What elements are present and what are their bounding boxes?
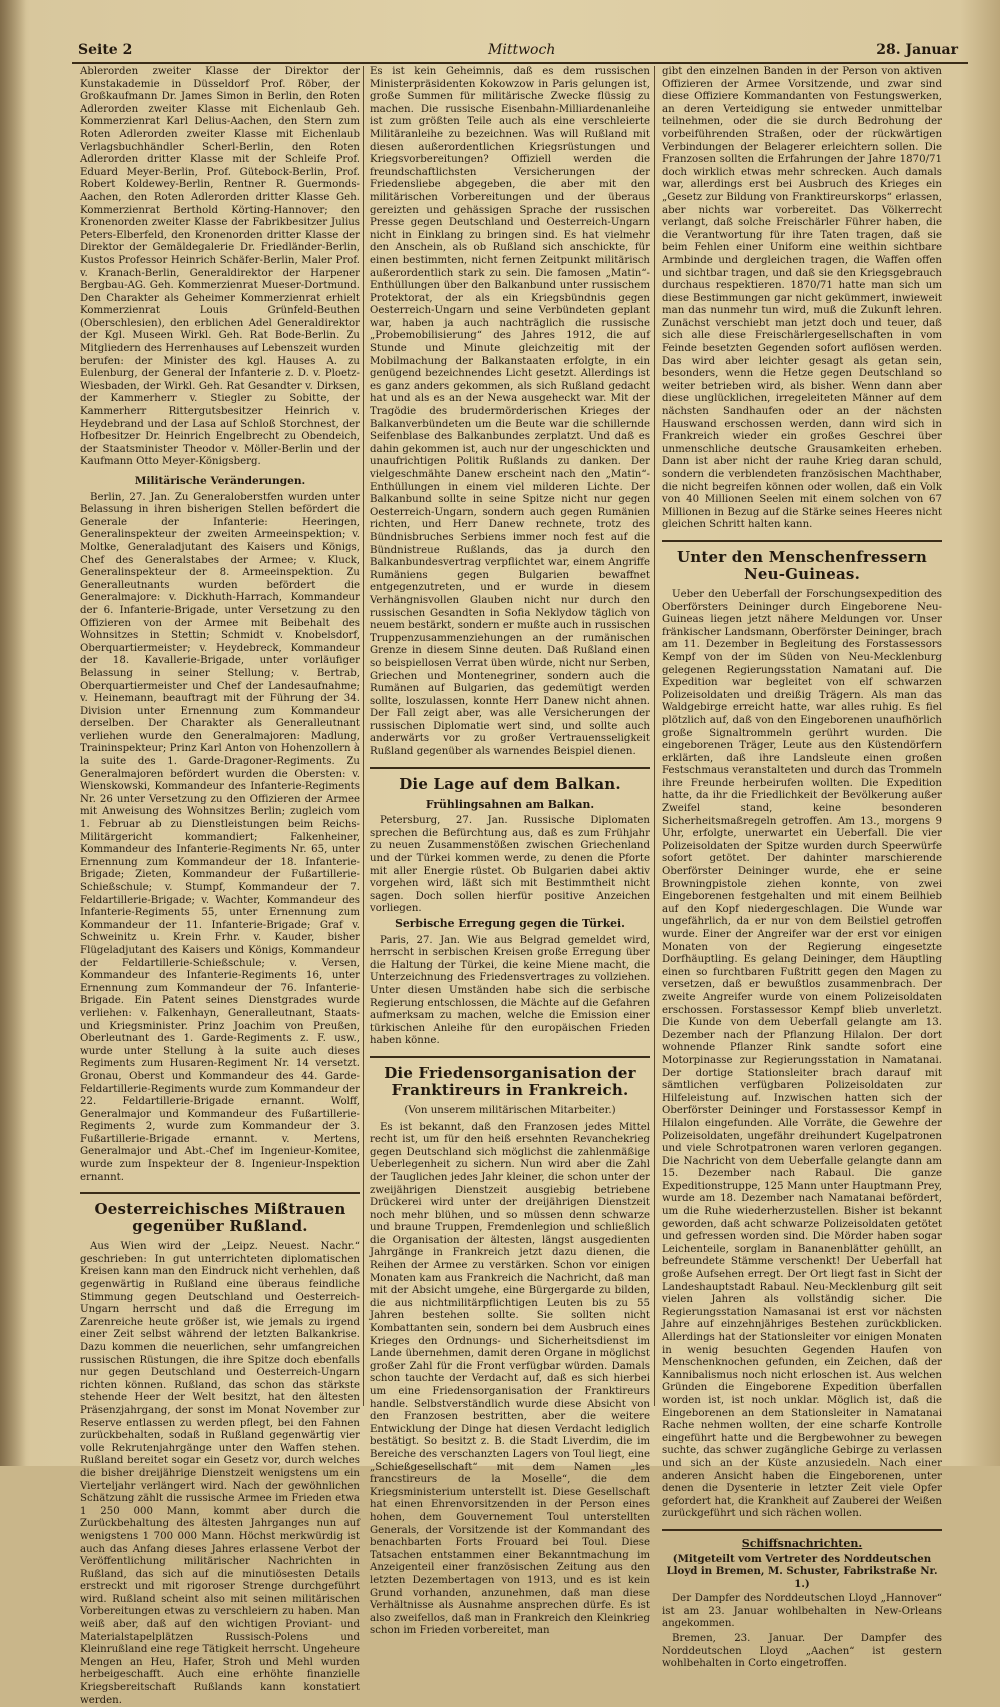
page-fold-shadow: [0, 0, 26, 1466]
ship-news-item-2: Bremen, 23. Januar. Der Dampfer des Norddeutschen Lloyd „Aachen“ ist gestern wohlbehalten in Corto eingetroffen.: [662, 1633, 942, 1670]
guinea-article-headline: Unter den Menschenfressern Neu-Guineas.: [662, 540, 942, 583]
header-date: 28. Januar: [876, 42, 958, 58]
balkan-text: Petersburg, 27. Jan. Russische Diplomaten sprechen die Befürchtung aus, daß es zum Frühjahr zu neuen Zusammenstößen zwischen Griechenland und der Türkei kommen werde, zu denen die Pforte mit aller Energie rüstet. Ob Bulgarien dabei aktiv vorgehen wird, läßt sich mit Bestimmtheit nicht sagen. Doch sollen hierfür positive Anzeichen vorliegen.: [370, 815, 650, 915]
column-divider-2: [654, 66, 655, 1406]
honors-paragraph: Ablerorden zweiter Klasse der Direktor der Kunstakademie in Düsseldorf Prof. Röber, der Großkaufmann Dr. James Simon in Berlin, den Roten Adlerorden zweiter Klasse mit Eichenlaub Geh. Kommerzienrat Karl Delius-Aachen, den Stern zum Roten Adlerorden zweiter Klasse mit Eichenlaub Verlagsbuchhändler Scherl-Berlin, den Roten Adlerorden dritter Klasse mit der Schleife Prof. Eduard Meyer-Berlin, Prof. Gütebock-Berlin, Prof. Robert Koldewey-Berlin, Rentner R. Guermonds-Aachen, den Roten Adlerorden dritter Klasse Geh. Kommerzienrat Berthold Körting-Hannover; den Kronenorden zweiter Klasse der Fabrikbesitzer Julius Peters-Elberfeld, den Kronenorden dritter Klasse der Direktor der Gemäldegalerie Dr. Friedländer-Berlin, Kustos Professor Heinrich Schäfer-Berlin, Maler Prof. v. Kranach-Berlin, Generaldirektor der Harpener Bergbau-AG. Geh. Kommerzienrat Mueser-Dortmund. Den Charakter als Geheimer Kommerzienrat erhielt Kommerzienrat Louis Grünfeld-Beuthen (Oberschlesien), den erblichen Adel Generaldirektor der Kgl. Museen Wirkl. Geh. Rat Bode-Berlin. Zu Mitgliedern des Herrenhauses auf Lebenszeit wurden berufen: der Minister des kgl. Hauses A. zu Eulenburg, der General der Infanterie z. D. v. Ploetz-Wiesbaden, der Wirkl. Geh. Rat Gesandter v. Dirksen, der Kammerherr v. Stiegler zu Sobitte, der Kammerherr Rittergutsbesitzer Heinrich v. Heydebrand und der Lasa auf Schloß Storchnest, der Hofbesitzer Dr. Heinrich Engelbrecht zu Obendeich, der Staatsminister Theodor v. Möller-Berlin und der Kaufmann Otto Meyer-Königsberg.: [80, 66, 360, 468]
franctireurs-byline: (Von unserem militärischen Mitarbeiter.): [404, 1104, 616, 1116]
franctireurs-headline: Die Friedensorganisation der Franktireurs in Frankreich.: [370, 1056, 650, 1099]
serbia-subheading: Serbische Erregung gegen die Türkei.: [395, 917, 625, 930]
header-day: Mittwoch: [488, 42, 556, 58]
austria-article-text: Aus Wien wird der „Leipz. Neuest. Nachr.“ geschrieben: In gut unterrichteten diplomatischen Kreisen kann man den Eindruck nicht verhehlen, daß gegenwärtig in Rußland eine überaus feindliche Stimmung gegen Deutschland und Oesterreich-Ungarn herrscht und daß die Erregung im Zarenreiche heute größer ist, wie jemals zu irgend einer Zeit selbst während der letzten Balkankrise. Dazu kommen die neuerlichen, sehr umfangreichen russischen Rüstungen, die ihre Spitze doch ebenfalls nur gegen Deutschland und Oesterreich-Ungarn richten können. Rußland, das schon das stärkste stehende Heer der Welt besitzt, hat den ältesten Präsenzjahrgang, der sonst im Monat November zur Reserve entlassen zu werden pflegt, bei den Fahnen zurückbehalten, sodaß in Rußland gegenwärtig vier volle Rekrutenjahrgänge unter den Waffen stehen. Rußland bereitet sogar ein Gesetz vor, durch welches die bisher dreijährige Dienstzeit wenigstens um ein Vierteljahr verlängert wird. Nach der gewöhnlichen Schätzung zählt die russische Armee im Frieden etwa 1 250 000 Mann, kommt aber durch die Zurückbehaltung des ältesten Jahrganges nun auf wenigstens 1 700 000 Mann. Höchst merkwürdig ist auch das Anfang dieses Jahres erlassene Verbot der Veröffentlichung militärischer Nachrichten in Rußland, das sich auf die minutiösesten Details erstreckt und mit rigoroser Strenge durchgeführt wird. Rußland scheint also mit seinen militärischen Vorbereitungen etwas zu verschleiern zu haben. Man weiß aber, daß auf den wichtigen Proviant- und Materialstapelplätzen Russisch-Polens und Kleinrußland eine rege Tätigkeit herrscht. Ungeheure Mengen an Heu, Hafer, Stroh und Mehl wurden herbeigeschafft. Auch eine erhöhte finanzielle Kriegsbereitschaft Rußlands kann konstatiert werden.: [80, 1241, 360, 1706]
ship-news-heading: Schiffsnachrichten.: [662, 1529, 942, 1551]
column-1: [80, 66, 360, 1706]
column-2: [370, 66, 650, 1637]
balkan-article-headline: Die Lage auf dem Balkan.: [370, 767, 650, 793]
ship-news-item-1: Der Dampfer des Norddeutschen Lloyd „Hannover“ ist am 23. Januar wohlbehalten in New-Orleans angekommen.: [662, 1593, 942, 1630]
page-header: [68, 40, 968, 62]
page-number: Seite 2: [78, 42, 133, 58]
military-changes-heading: Militärische Veränderungen.: [134, 475, 306, 487]
column-3: [662, 66, 942, 1670]
balkan-subheading: Frühlingsahnen am Balkan.: [425, 797, 595, 811]
austria-article-headline: Oesterreichisches Mißtrauen gegenüber Rußland.: [80, 1192, 360, 1235]
guinea-article-text: Ueber den Ueberfall der Forschungsexpedition des Oberförsters Deininger durch Eingeborene Neu-Guineas liegen jetzt nähere Meldungen vor. Unser fränkischer Landsmann, Oberförster Deininger, brach am 11. Dezember in Begleitung des Forstassessors Kempf von der im Süden von Neu-Mecklenburg gelegenen Regierungsstation Namatani auf. Die Expedition war begleitet von elf schwarzen Polizeisoldaten und dreißig Trägern. Als man das Waldgebirge erreicht hatte, war alles ruhig. Es fiel plötzlich auf, daß von den Eingeborenen unaufhörlich große Signaltrommeln gerührt wurden. Die eingeborenen Träger, Leute aus den Küstendörfern erklärten, daß ihre Landsleute einen großen Festschmaus veranstalteten und durch das Trommeln ihre Freunde herbeirufen wollten. Die Expedition hatte, da ihr die Friedlichkeit der Bevölkerung außer Zweifel stand, keine besonderen Sicherheitsmaßregeln getroffen. Am 13., morgens 9 Uhr, erfolgte, unerwartet ein Ueberfall. Die vier Polizeisoldaten der Spitze wurden durch Speerwürfe sofort getötet. Der dahinter marschierende Oberförster Deininger wurde, ehe er seine Browningpistole ziehen konnte, von zwei Eingeborenen festgehalten und mit einem Beilhieb auf den Kopf niedergeschlagen. Die Wunde war ungefährlich, da er nur von dem Beilstiel getroffen wurde. Einer der Angreifer war der erst vor einigen Monaten von der Regierung eingesetzte Dorfhäuptling. Es gelang Deininger, dem Häuptling einen so furchtbaren Fußtritt gegen den Magen zu versetzen, daß er bewußtlos zusammenbrach. Der zweite Angreifer wurde von einem Polizeisoldaten erschossen. Forstassessor Kempf blieb unverletzt. Die Kunde von dem Ueberfall gelangte am 13. Dezember nach der Pflanzung Hilalon. Der dort wohnende Pflanzer Rink sandte sofort eine Motorpinasse zur Regierungsstation in Namatanai. Der dortige Stationsleiter brach darauf mit sämtlichen verfügbaren Polizeisoldaten zur Hilfeleistung auf. Inzwischen hatten sich der Oberförster Deininger und Forstassessor Kempf in Hilalon eingefunden. Alle Vorräte, die Gewehre der Polizeisoldaten, ungefähr dreihundert Kugelpatronen und viele Schrotpatronen waren verloren gegangen. Die Nachricht von dem Ueberfalle gelangte dann am 15. Dezember nach Rabaul. Die ganze Expeditionstruppe, 125 Mann unter Hauptmann Prey, wurde am 18. Dezember nach Namatanai befördert, um die Ruhe wiederherzustellen. Bisher ist bekannt geworden, daß acht schwarze Polizeisoldaten getötet und gefressen worden sind. Die Mörder haben sogar Leichenteile, sorglam in Bananenblätter gehüllt, an befreundete Stämme verschenkt! Der Ueberfall hat große Aufsehen erregt. Der Ort liegt fast in Sicht der Landeshauptstadt Rabaul. Neu-Mecklenburg gilt seit vielen Jahren als vollständig sicher. Die Regierungsstation Namasanai ist erst vor nächsten Jahre auf einzehnjähriges Bestehen zurückblicken. Allerdings hat der Stationsleiter vor einigen Monaten in wenig besuchten Gegenden Haufen von Menschenknochen gefunden, ein Zeichen, daß der Kannibalismus noch nicht erloschen ist. Aus welchen Gründen die Eingeborene Expedition überfallen worden ist, ist noch unklar. Möglich ist, daß die Eingeborenen an dem Stationsleiter in Namatanai Rache nehmen wollten, der eine scharfe Kontrolle eingeführt hatte und die Bergbewohner zu bewegen suchte, das schwer zugängliche Gebirge zu verlassen und sich an der Küste anzusiedeln. Nach einer anderen Ansicht haben die Eingeborenen, unter denen die Dysenterie in letzter Zeit viele Opfer gefordert hat, die Krankheit auf Zauberei der Weißen zurückgeführt und sich rächen wollen.: [662, 588, 942, 1520]
header-rule: [72, 62, 968, 64]
franctireurs-text: Es ist bekannt, daß den Franzosen jedes Mittel recht ist, um für den heiß ersehnten Revanchekrieg gegen Deutschland sich möglichst die zahlenmäßige Ueberlegenheit zu sichern. Nun wird aber die Zahl der Tauglichen jedes Jahr kleiner, die schon unter der zweijährigen Dienstzeit ausgiebig betriebene Drückerei wird unter der dreijährigen Dienstzeit noch mehr blühen, und so müssen denn schwarze und braune Truppen, Fremdenlegion und schließlich die Organisation der ältesten, längst ausgedienten Jahrgänge in Frankreich jetzt dazu dienen, die Reihen der Armee zu verstärken. Schon vor einigen Monaten kam aus Frankreich die Nachricht, daß man mit der Absicht umgehe, eine Bürgergarde zu bilden, die aus nichtmilitärpflichtigen Leuten bis zu 55 Jahren bestehen sollte. Sie sollten nicht Kombattanten sein, sondern bei dem Ausbruch eines Krieges den Ordnungs- und Sicherheitsdienst im Lande übernehmen, damit deren Organe in möglichst großer Zahl für die Front verfügbar würden. Damals schon tauchte der Verdacht auf, daß es sich hierbei um eine Friedensorganisation der Franktireurs handle. Selbstverständlich wurde diese Absicht von den Franzosen bestritten, aber die weitere Entwicklung der Dinge hat diesen Verdacht lediglich bestätigt. So besitzt z. B. die Stadt Liverdim, die im Bereiche des verschanzten Lagers von Toul liegt, eine „Schießgesellschaft“ mit dem Namen „les francstireurs de la Moselle“, die dem Kriegsministerium unterstellt ist. Diese Gesellschaft hat einen Ehrenvorsitzenden in der Person eines hohen, dem Gouvernement Toul unterstellten Generals, der Vorsitzende ist der Kommandant des benachbarten Forts Frouard bei Toul. Diese Tatsachen entstammen einer Bekanntmachung im Anzeigenteil einer französischen Zeitung aus den letzten Dezembertagen von 1913, und es ist kein Grund vorhanden, anzunehmen, daß man diese Verhältnisse als Ausnahme ansprechen dürfe. Es ist also zweifellos, daß man in Frankreich den Kleinkrieg schon im Frieden vorbereitet, man: [370, 1121, 650, 1637]
ship-news-subheading: (Mitgeteilt vom Vertreter des Norddeutschen Lloyd in Bremen, M. Schuster, Fabrikstraße Nr. 1.): [666, 1552, 938, 1590]
serbia-text: Paris, 27. Jan. Wie aus Belgrad gemeldet wird, herrscht in serbischen Kreisen große Erregung über die Haltung der Türkei, die keine Miene macht, die Unterzeichnung des Friedensvertrages zu vollziehen. Unter diesen Umständen habe sich die serbische Regierung entschlossen, die Mächte auf die Gefahren aufmerksam zu machen, welche die Emission einer türkischen Anleihe für den europäischen Frieden haben könne.: [370, 934, 650, 1047]
russia-continued-text: Es ist kein Geheimnis, daß es dem russischen Ministerpräsidenten Kokowzow in Paris gelungen ist, große Summen für militärische Zwecke flüssig zu machen. Die russische Eisenbahn-Milliardenanleihe ist zum größten Teile auch als eine verschleierte Militäranleihe zu bezeichnen. Was will Rußland mit diesen außerordentlichen Kriegsrüstungen und Kriegsvorbereitungen? Offiziell werden die freundschaftlichsten Versicherungen der Friedensliebe abgegeben, die aber mit den militärischen Vorbereitungen und der überaus gereizten und gehässigen Sprache der russischen Presse gegen Deutschland und Oesterreich-Ungarn nicht in Einklang zu bringen sind. Es hat vielmehr den Anschein, als ob Rußland sich anschickte, für einen bestimmten, nicht fernen Zeitpunkt militärisch außerordentlich stark zu sein. Die famosen „Matin“-Enthüllungen über den Balkanbund unter russischem Protektorat, der als ein Kriegsbündnis gegen Oesterreich-Ungarn und seine Verbündeten geplant war, haben ja auch nachträglich die russische „Probemobilisierung“ des Jahres 1912, die auf Stunde und Minute gleichzeitig mit der Mobilmachung der Balkanstaaten erfolgte, in ein genügend bezeichnendes Licht gesetzt. Allerdings ist es ganz anders gekommen, als sich Rußland gedacht hat und als es an der Newa ausgeheckt war. Mit der Tragödie des brudermörderischen Krieges der Balkanverbündeten um die Beute war die schillernde Seifenblase des Balkanbundes zerplatzt. Und daß es dahin gekommen ist, auch nur der ungeschickten und unaufrichtigen Politik Rußlands zu danken. Der vielgeschmähte Danew erscheint nach den „Matin“-Enthüllungen in einem viel milderen Lichte. Der Balkanbund sollte in seine Spitze nicht nur gegen Oesterreich-Ungarn, sondern auch gegen Rumänien richten, und Herr Danew rechnete, trotz des Bündnisbruches Serbiens immer noch fest auf die Bündnistreue Rußlands, das ja durch den Balkanbundesvertrag verpflichtet war, einem Angriffe Rumäniens gegen Bulgarien bewaffnet entgegenzutreten, und er wurde in diesem Verhängnisvollen Glauben nicht nur durch den russischen Gesandten in Sofia Neklydow täglich von neuem bestärkt, sondern er mußte auch in russischen Truppenzusammenziehungen an der rumänischen Grenze in diesem Sinne deuten. Daß Rußland einen so beispiellosen Verrat üben würde, nicht nur Serben, Griechen und Montenegriner, sondern auch die Rumänen auf Bulgarien, das gedemütigt werden sollte, loszulassen, konnte Herr Danew nicht ahnen. Der Fall zeigt aber, was alle Versicherungen der russischen Diplomatie wert sind, und sollte auch anderwärts vor zu großer Vertrauensseligkeit Rußland gegenüber als warnendes Beispiel dienen.: [370, 66, 650, 758]
military-changes-text: Berlin, 27. Jan. Zu Generaloberstfen wurden unter Belassung in ihren bisherigen Stellen befördert die Generale der Infanterie: Heeringen, Generalinspekteur der zweiten Armeeinspektion; v. Moltke, Generaladjutant des Kaisers und Königs, Chef des Generalstabes der Armee; v. Kluck, Generalinspekteur der 8. Armeeinspektion. Zu Generalleutnants wurden befördert die Generalmajore: v. Dickhuth-Harrach, Kommandeur der 6. Infanterie-Brigade, unter Versetzung zu den Offizieren von der Armee mit Beibehalt des Wohnsitzes in Stettin; Schmidt v. Knobelsdorf, Oberquartiermeister; v. Heydebreck, Kommandeur der 18. Kavallerie-Brigade, unter vorläufiger Belassung in seiner Stellung; v. Bertrab, Oberquartiermeister und Chef der Landesaufnahme; v. Heinemann, beauftragt mit der Führung der 34. Division unter Ernennung zum Kommandeur derselben. Der Charakter als Generalleutnant verliehen wurde den Generalmajoren: Madlung, Traininspekteur; Prinz Karl Anton von Hohenzollern à la suite des 1. Garde-Dragoner-Regiments. Zu Generalmajoren befördert wurden die Obersten: v. Wienskowski, Kommandeur des Infanterie-Regiments Nr. 26 unter Versetzung zu den Offizieren der Armee mit Anweisung des Wohnsitzes Berlin; zugleich vom 1. Februar ab zu Dienstleistungen beim Reichs-Militärgericht kommandiert; Falkenheiner, Kommandeur des Infanterie-Regiments Nr. 65, unter Ernennung zum Kommandeur der 18. Infanterie-Brigade; Zieten, Kommandeur der Fußartillerie-Schießschule; v. Stumpf, Kommandeur der 7. Feldartillerie-Brigade; v. Wachter, Kommandeur des Infanterie-Regiments 55, unter Ernennung zum Kommandeur der 11. Infanterie-Brigade; Graf v. Schweinitz u. Krein Frhr. v. Kauder, bisher Flügeladjutant des Kaisers und Königs, Kommandeur der Feldartillerie-Schießschule; v. Versen, Kommandeur des Infanterie-Regiments 16, unter Ernennung zum Kommandeur der 76. Infanterie-Brigade. Ein Patent seines Dienstgrades wurde verliehen: v. Falkenhayn, Generalleutnant, Staats- und Kriegsminister. Prinz Joachim von Preußen, Oberleutnant des 1. Garde-Regiments z. F. usw., wurde unter Stellung à la suite auch dieses Regiments zum Husaren-Regiment Nr. 14 versetzt. Gronau, Oberst und Kommandeur des 44. Garde-Feldartillerie-Regiments wurde zum Kommandeur der 22. Feldartillerie-Brigade ernannt. Wolff, Generalmajor und Kommandeur des Fußartillerie-Regiments 2, wurde zum Kommandeur der 3. Fußartillerie-Brigade ernannt. v. Mertens, Generalmajor und Abt.-Chef im Ingenieur-Komitee, wurde zum Inspekteur der 8. Ingenieur-Inspektion ernannt.: [80, 491, 360, 1183]
franctireurs-continued-text: gibt den einzelnen Banden in der Person von aktiven Offizieren der Armee Vorsitzende, und zwar sind diese Offiziere Kommandanten von Festungswerken, an deren Verteidigung sie entweder unmittelbar teilnehmen, oder die sie durch Bedrohung der vorbeiführenden Straßen, oder der rückwärtigen Verbindungen der Belagerer erleichtern sollen. Die Franzosen sollten die Erfahrungen der Jahre 1870/71 doch wirklich etwas mehr schrecken. Auch damals war, allerdings erst bei Ausbruch des Krieges ein „Gesetz zur Bildung von Franktireurskorps“ erlassen, aber nichts war vorbereitet. Das Völkerrecht verlangt, daß solche Freischärler Führer haben, die die Verantwortung für ihre Taten tragen, daß sie beim Fehlen einer Uniform eine weithin sichtbare Armbinde und dergleichen tragen, die Waffen offen und sichtbar tragen, und daß sie den Kriegsgebrauch durchaus respektieren. 1870/71 hatte man sich um diese Bestimmungen gar nicht gekümmert, inwieweit man das nunmehr tun wird, muß die Zukunft lehren. Zunächst verschiebt man jetzt doch und teuer, daß sich alle diese Freischärlergesellschaften in vom Feinde besetzten Gegenden sofort auflösen werden. Das wird aber leichter gesagt als getan sein, besonders, wenn die Hetze gegen Deutschland so weiter betrieben wird, als bisher. Wenn dann aber diese unglücklichen, irregeleiteten Männer auf dem nächsten Sandhaufen oder an der nächsten Hauswand erschossen werden, dann wird sich in Frankreich wieder ein großes Geschrei über unmenschliche deutsche Grausamkeiten erheben. Dann ist aber nicht der rauhe Krieg daran schuld, sondern die verblendeten französischen Machthaber, die nicht begreifen können oder wollen, daß ein Volk von 40 Millionen Seelen mit einem solchen von 67 Millionen in Bezug auf die Stärke seines Heeres nicht gleichen Schritt halten kann.: [662, 66, 942, 531]
column-divider-1: [363, 66, 364, 1406]
